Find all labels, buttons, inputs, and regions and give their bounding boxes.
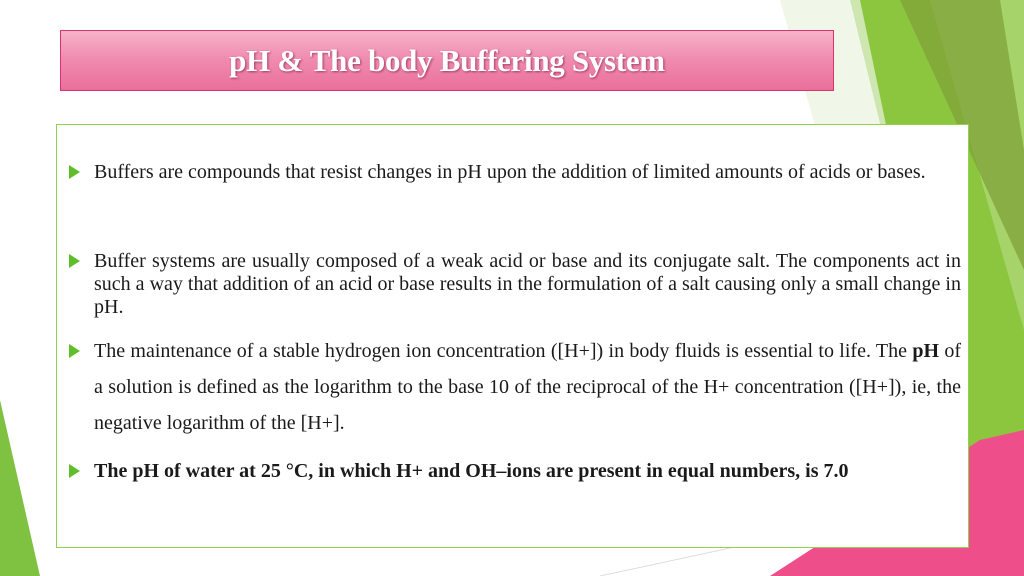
slide-title: pH & The body Buffering System [229, 42, 665, 78]
bullet-3-text-part-1: The maintenance of a stable hydrogen ion concentration ([H+]) in body fluids is essential to life. The [94, 340, 913, 362]
green-stripe-bottom-left [0, 400, 40, 576]
ph-bold-term: pH [912, 340, 940, 362]
bullet-3-text-part-2: of a solution is defined as the logarithm to the base 10 of the reciprocal of the H+ concentration ([H+]), ie, the negative logarithm of the [H+]. [94, 340, 961, 434]
bullet-text-2: Buffer systems are usually composed of a weak acid or base and its conjugate salt. The components act in such a way that addition of an acid or base results in the formulation of a salt causing only a small change in pH. [94, 250, 961, 318]
title-banner [60, 30, 834, 91]
content-panel [56, 124, 969, 548]
bullet-text-4: The pH of water at 25 °C, in which H+ and OH–ions are present in equal numbers, is 7.0 [94, 460, 849, 482]
triangle-bullet-icon [69, 165, 80, 179]
bullet-text-1: Buffers are compounds that resist changes in pH upon the addition of limited amounts of acids or bases. [94, 161, 926, 183]
bullet-text-3 [94, 333, 961, 441]
triangle-bullet-icon [69, 254, 80, 268]
triangle-bullet-icon [69, 344, 80, 358]
triangle-bullet-icon [69, 464, 80, 478]
